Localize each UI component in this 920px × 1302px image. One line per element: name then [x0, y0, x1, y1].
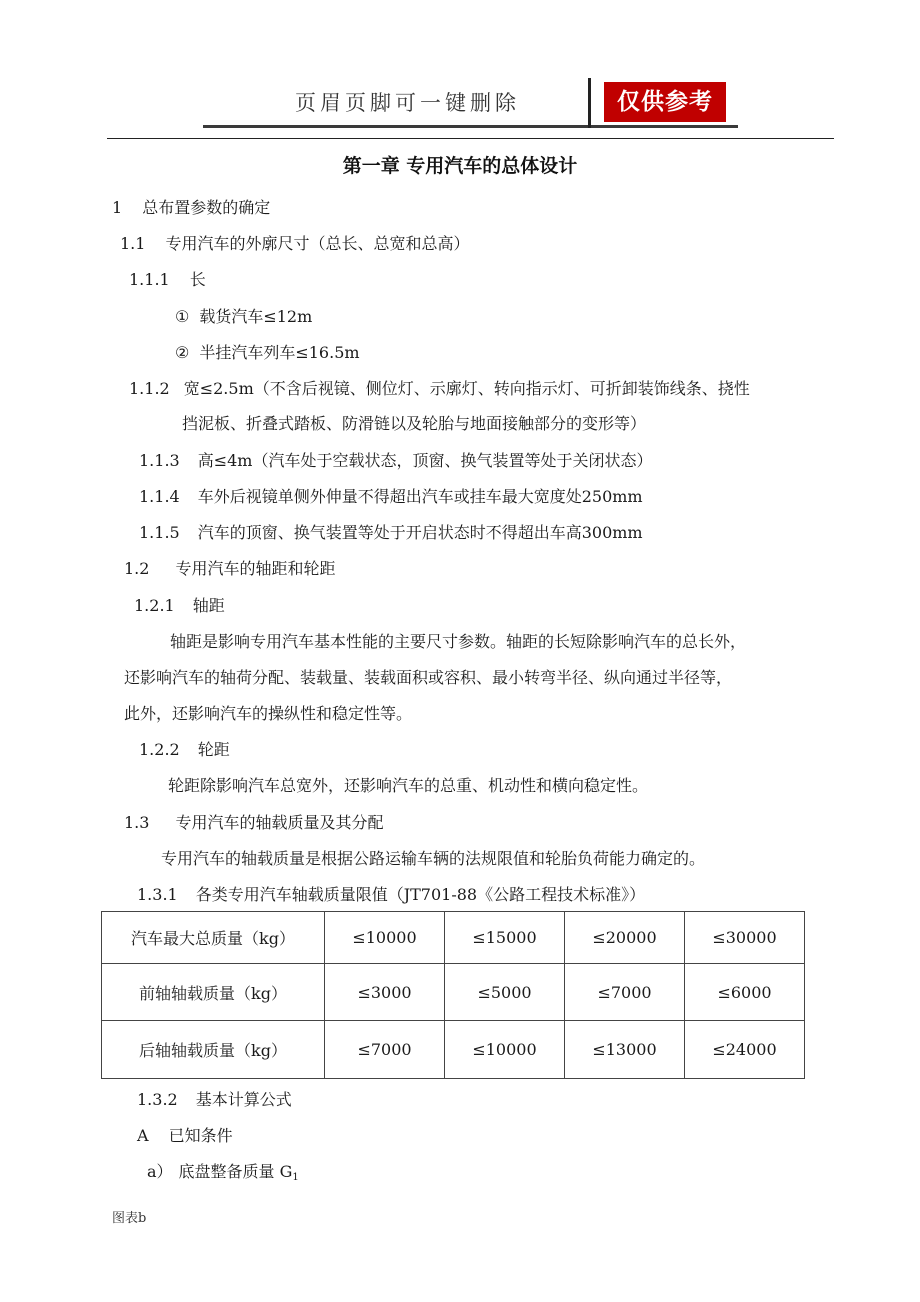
- row-label: 后轴轴载质量（kg）: [102, 1021, 325, 1079]
- paragraph-line: 还影响汽车的轴荷分配、装载量、装载面积或容积、最小转弯半径、纵向通过半径等，: [124, 668, 733, 687]
- heading-1-1-5: [139, 522, 643, 544]
- list-item: [175, 342, 360, 364]
- heading-1-1-4: [139, 486, 643, 508]
- heading-text: 汽车的顶窗、换气装置等处于开启状态时不得超出车高300mm: [197, 523, 643, 542]
- heading-text: 长: [189, 270, 206, 289]
- heading-1-1-1: [129, 269, 206, 291]
- table-row: [102, 912, 805, 964]
- table-row: [102, 964, 805, 1021]
- heading-text: 专用汽车的外廓尺寸（总长、总宽和总高）: [165, 234, 470, 253]
- list-item: [175, 306, 312, 328]
- list-marker: a）: [147, 1162, 173, 1181]
- paragraph-line: 轴距是影响专用汽车基本性能的主要尺寸参数。轴距的长短除影响汽车的总长外，: [170, 632, 747, 651]
- heading-text: 已知条件: [168, 1126, 233, 1145]
- heading-number: 1.2.2: [139, 740, 180, 759]
- heading-number: 1.3.2: [137, 1090, 178, 1109]
- heading-number: 1.1.4: [139, 487, 180, 506]
- heading-number: 1.2.1: [134, 596, 175, 615]
- heading-number: 1.1.5: [139, 523, 180, 542]
- paragraph-line: 专用汽车的轴载质量是根据公路运输车辆的法规限值和轮胎负荷能力确定的。: [161, 849, 706, 868]
- subscript: 1: [292, 1172, 299, 1183]
- paragraph-line: 轮距除影响汽车总宽外，还影响汽车的总重、机动性和横向稳定性。: [168, 776, 649, 795]
- paragraph-line: 此外，还影响汽车的操纵性和稳定性等。: [124, 704, 413, 723]
- table-cell: ≤7000: [565, 964, 685, 1021]
- table-cell: ≤24000: [685, 1021, 805, 1079]
- list-item-text: 载货汽车≤12m: [199, 307, 313, 326]
- heading-text: 车外后视镜单侧外伸量不得超出汽车或挂车最大宽度处250mm: [197, 487, 643, 506]
- table-cell: ≤10000: [325, 912, 445, 964]
- heading-1: [112, 197, 270, 219]
- heading-text: 专用汽车的轴载质量及其分配: [175, 813, 384, 832]
- heading-1-1-2-continued: 挡泥板、折叠式踏板、防滑链以及轮胎与地面接触部分的变形等）: [182, 414, 647, 433]
- heading-1-1-2: [129, 378, 750, 400]
- heading-1-2-1: [134, 595, 225, 617]
- heading-text: 各类专用汽车轴载质量限值（JT701-88《公路工程技术标准》）: [195, 885, 646, 904]
- table-cell: ≤7000: [325, 1021, 445, 1079]
- heading-1-3: [124, 812, 383, 834]
- list-item-a: [147, 1161, 299, 1189]
- heading-number: A: [137, 1126, 149, 1145]
- header-rule: [107, 138, 834, 139]
- heading-number: 1.1: [120, 234, 146, 253]
- heading-number: 1: [112, 198, 123, 217]
- heading-number: 1.1.3: [139, 451, 180, 470]
- heading-text: 总布置参数的确定: [142, 198, 271, 217]
- list-item-text: 半挂汽车列车≤16.5m: [199, 343, 360, 362]
- table-cell: ≤20000: [565, 912, 685, 964]
- heading-1-3-2: [137, 1089, 292, 1111]
- heading-text: 高≤4m（汽车处于空载状态，顶窗、换气装置等处于关闭状态）: [197, 451, 653, 470]
- table-cell: ≤5000: [445, 964, 565, 1021]
- heading-text: 专用汽车的轴距和轮距: [175, 559, 336, 578]
- axle-load-table: [101, 911, 805, 1079]
- heading-number: 1.2: [124, 559, 150, 578]
- header-underline: [203, 125, 738, 128]
- list-item-text: 底盘整备质量 G: [178, 1162, 293, 1181]
- list-marker: ①: [175, 307, 190, 326]
- table-cell: ≤10000: [445, 1021, 565, 1079]
- heading-text: 基本计算公式: [195, 1090, 292, 1109]
- heading-text: 宽≤2.5m（不含后视镜、侧位灯、示廓灯、转向指示灯、可折卸装饰线条、挠性: [183, 379, 750, 398]
- footer-label: 图表b: [112, 1211, 147, 1226]
- header-divider: [588, 78, 591, 128]
- heading-number: 1.3.1: [137, 885, 178, 904]
- reference-only-badge: 仅供参考: [604, 82, 726, 122]
- chapter-title: 第一章 专用汽车的总体设计: [342, 155, 578, 177]
- row-label: 汽车最大总质量（kg）: [102, 912, 325, 964]
- heading-A: [137, 1125, 233, 1147]
- heading-text: 轮距: [197, 740, 230, 759]
- heading-number: 1.3: [124, 813, 150, 832]
- list-marker: ②: [175, 343, 190, 362]
- heading-1-1-3: [139, 450, 652, 472]
- table-cell: ≤3000: [325, 964, 445, 1021]
- heading-number: 1.1.2: [129, 379, 170, 398]
- heading-text: 轴距: [192, 596, 225, 615]
- table-cell: ≤6000: [685, 964, 805, 1021]
- table-cell: ≤13000: [565, 1021, 685, 1079]
- table-cell: ≤30000: [685, 912, 805, 964]
- heading-1-2-2: [139, 739, 230, 761]
- row-label: 前轴轴载质量（kg）: [102, 964, 325, 1021]
- heading-1-3-1: [137, 884, 645, 906]
- heading-number: 1.1.1: [129, 270, 170, 289]
- table-cell: ≤15000: [445, 912, 565, 964]
- table-row: [102, 1021, 805, 1079]
- heading-1-2: [124, 558, 335, 580]
- header-banner-text: 页眉页脚可一键删除: [295, 91, 520, 115]
- heading-1-1: [120, 233, 469, 255]
